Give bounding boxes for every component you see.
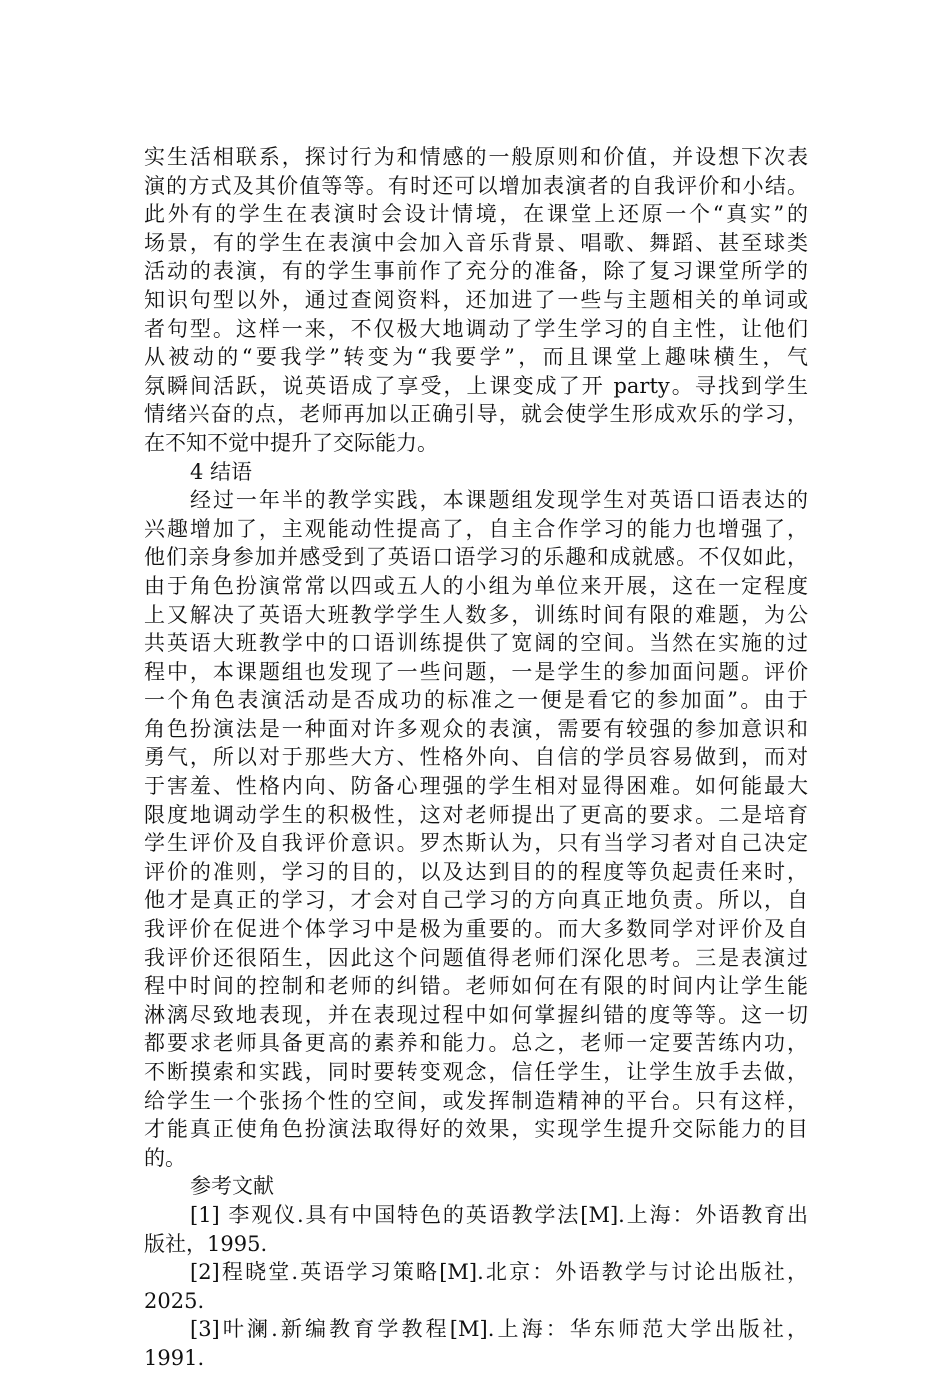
reference-line: [3]叶澜.新编教育学教程[M].上海：华东师范大学出版社， (190, 1317, 808, 1342)
text-line: 兴趣增加了，主观能动性提高了，自主合作学习的能力也增强了， (144, 516, 808, 541)
text-line: 他们亲身参加并感受到了英语口语学习的乐趣和成就感。不仅如此， (144, 545, 808, 570)
text-line: 的。 (144, 1145, 186, 1170)
reference-item (144, 1258, 808, 1315)
text-line: 学生评价及自我评价意识。罗杰斯认为，只有当学习者对自己决定 (144, 831, 808, 856)
reference-line: [2]程晓堂.英语学习策略[M].北京：外语教学与讨论出版社， (190, 1260, 808, 1285)
text-line: 由于角色扮演常常以四或五人的小组为单位来开展，这在一定程度 (144, 573, 808, 598)
text-line: 我评价在促进个体学习中是极为重要的。而大多数同学对评价及自 (144, 917, 808, 942)
references-heading: 参考文献 (190, 1174, 274, 1199)
text-line: 他才是真正的学习，才会对自己学习的方向真正地负责。所以，自 (144, 888, 808, 913)
text-line: 角色扮演法是一种面对许多观众的表演，需要有较强的参加意识和 (144, 716, 808, 741)
text-line: 上又解决了英语大班教学学生人数多，训练时间有限的难题，为公 (144, 602, 808, 627)
text-line: 实生活相联系，探讨行为和情感的一般原则和价值，并设想下次表 (144, 145, 808, 169)
text-line: 此外有的学生在表演时会设计情境，在课堂上还原一个“真实”的 (144, 202, 808, 227)
text-line: 淋漓尽致地表现，并在表现过程中如何掌握纠错的度等等。这一切 (144, 1002, 808, 1027)
text-line: 在不知不觉中提升了交际能力。 (144, 430, 438, 455)
body-paragraph (144, 143, 808, 458)
text-line: 经过一年半的教学实践，本课题组发现学生对英语口语表达的 (190, 488, 808, 513)
text-line: 我评价还很陌生，因此这个问题值得老师们深化思考。三是表演过 (144, 945, 808, 970)
conclusion-paragraph (144, 486, 808, 1172)
text-line: 勇气，所以对于那些大方、性格外向、自信的学员容易做到，而对 (144, 745, 808, 770)
text-line: 者句型。这样一来，不仅极大地调动了学生学习的自主性，让他们 (144, 316, 808, 341)
text-line: 给学生一个张扬个性的空间，或发挥制造精神的平台。只有这样， (144, 1088, 808, 1113)
text-line: 演的方式及其价值等等。有时还可以增加表演者的自我评价和小结。 (144, 173, 808, 198)
text-line: 于害羞、性格内向、防备心理强的学生相对显得困难。如何能最大 (144, 774, 808, 799)
reference-line: 版社，1995. (144, 1231, 268, 1256)
text-line: 程中时间的控制和老师的纠错。老师如何在有限的时间内让学生能 (144, 974, 808, 999)
text-line: 共英语大班教学中的口语训练提供了宽阔的空间。当然在实施的过 (144, 631, 808, 656)
reference-list (144, 1201, 808, 1373)
reference-line: 2025. (144, 1288, 205, 1313)
text-line: 从被动的“要我学”转变为“我要学”，而且课堂上趣味横生，气 (144, 345, 808, 370)
text-line: 才能真正使角色扮演法取得好的效果，实现学生提升交际能力的目 (144, 1117, 808, 1142)
text-line: 场景，有的学生在表演中会加入音乐背景、唱歌、舞蹈、甚至球类 (144, 230, 808, 255)
reference-item (144, 1201, 808, 1258)
text-line: 活动的表演，有的学生事前作了充分的准备，除了复习课堂所学的 (144, 259, 808, 284)
text-line: 都要求老师具备更高的素养和能力。总之，老师一定要苦练内功， (144, 1031, 808, 1056)
reference-line: 1991. (144, 1345, 205, 1370)
text-line: 限度地调动学生的积极性，这对老师提出了更高的要求。二是培育 (144, 802, 808, 827)
text-line: 氛瞬间活跃，说英语成了享受，上课变成了开 party。寻找到学生 (144, 373, 808, 398)
text-line: 评价的准则，学习的目的，以及达到目的的程度等负起责任来时， (144, 859, 808, 884)
text-line: 知识句型以外，通过查阅资料，还加进了一些与主题相关的单词或 (144, 287, 808, 312)
document-page (144, 143, 808, 1373)
text-line: 情绪兴奋的点，老师再加以正确引导，就会使学生形成欢乐的学习， (144, 402, 808, 427)
reference-line: [1] 李观仪.具有中国特色的英语教学法[M].上海：外语教育出 (190, 1202, 808, 1227)
text-line: 不断摸索和实践，同时要转变观念，信任学生，让学生放手去做， (144, 1060, 808, 1084)
text-line: 程中，本课题组也发现了一些问题，一是学生的参加面问题。评价 (144, 659, 808, 684)
text-line: 一个角色表演活动是否成功的标准之一便是看它的参加面”。由于 (144, 688, 808, 713)
section-heading: 4 结语 (190, 459, 253, 484)
